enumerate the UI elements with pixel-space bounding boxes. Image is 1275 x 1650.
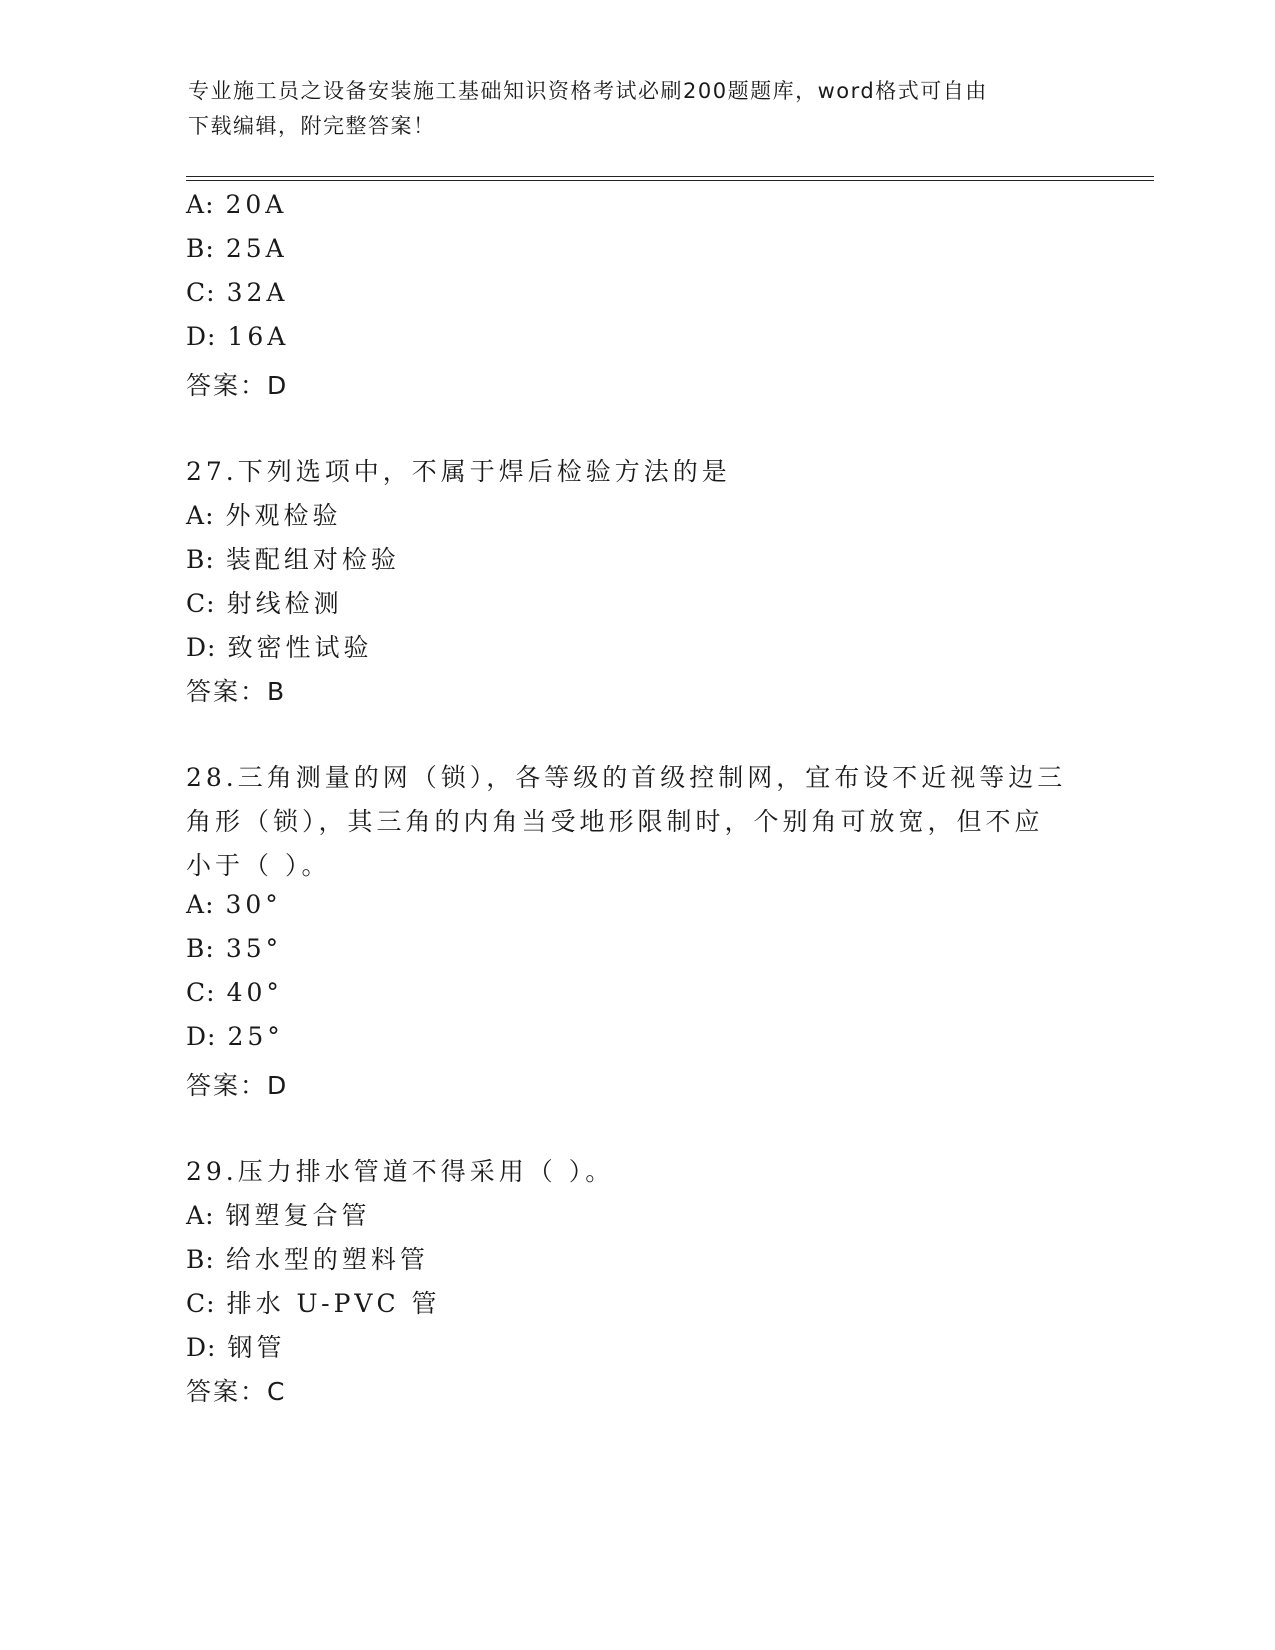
option-text: 钢塑复合管 [225,1201,371,1230]
q29-option-c [186,1284,441,1320]
q26-answer [186,366,288,402]
q28-question-line-2: 角形（锁），其三角的内角当受地形限制时，个别角可放宽，但不应 [186,807,1044,836]
option-separator: : [205,501,218,530]
q28-option-b [186,934,282,963]
answer-label: 答案： [186,371,268,400]
option-separator: : [205,934,218,963]
answer-value: C [267,1377,287,1406]
option-text: 20A [225,190,288,219]
q28-option-a [186,890,282,919]
option-separator: : [207,322,220,351]
answer-label: 答案： [186,1071,268,1100]
q29-answer [186,1372,286,1408]
q27-option-a [186,496,342,532]
q27-answer [186,672,286,708]
option-separator: : [206,978,219,1007]
answer-value: D [267,371,289,400]
header-line-2: 下载编辑，附完整答案！ [188,114,436,138]
option-text: 排水 U-PVC 管 [226,1289,441,1318]
option-letter: A [186,501,206,530]
option-text: 致密性试验 [227,633,373,662]
option-letter: B [186,234,206,263]
q27-option-b [186,540,400,576]
q28-question-line-1: 28.三角测量的网（锁），各等级的首级控制网，宜布设不近视等边三 [186,763,1067,792]
option-text: 给水型的塑料管 [225,1245,429,1274]
option-letter: A [186,190,206,219]
q28-question-line-3: 小于（ ）。 [186,851,331,880]
header-divider-bottom [186,180,1154,181]
option-letter: D [186,1333,208,1362]
option-separator: : [206,589,219,618]
q29-option-b [186,1240,429,1276]
q29-option-d [186,1328,286,1364]
option-letter: C [186,1289,207,1318]
option-separator: : [205,190,218,219]
option-text: 25A [225,234,288,263]
option-text: 30° [225,890,282,919]
option-separator: : [207,1022,220,1051]
header-line-1: 专业施工员之设备安装施工基础知识资格考试必刷200题题库，word格式可自由 [188,79,988,103]
option-letter: B [186,934,206,963]
option-letter: B [186,1245,206,1274]
option-letter: C [186,978,207,1007]
q26-option-b [186,234,288,263]
option-separator: : [205,1201,218,1230]
answer-label: 答案： [186,677,268,706]
q28-option-d [186,1022,284,1051]
option-letter: D [186,1022,208,1051]
q26-option-d [186,322,289,351]
option-text: 32A [226,278,289,307]
option-text: 钢管 [227,1333,286,1362]
option-separator: : [205,1245,218,1274]
q27-option-c [186,584,343,620]
option-separator: : [205,545,218,574]
q28-option-c [186,978,283,1007]
option-letter: A [186,890,206,919]
q26-option-c [186,278,288,307]
option-text: 外观检验 [225,501,342,530]
q27-option-d [186,628,373,664]
answer-value: B [267,677,287,706]
option-text: 装配组对检验 [225,545,400,574]
option-text: 40° [226,978,283,1007]
answer-label: 答案： [186,1377,268,1406]
document-header [188,74,1068,144]
option-separator: : [207,1333,220,1362]
option-separator: : [205,234,218,263]
option-text: 16A [227,322,290,351]
option-letter: C [186,278,207,307]
option-letter: B [186,545,206,574]
option-letter: C [186,589,207,618]
q26-option-a [186,190,287,219]
header-divider-top [186,176,1154,177]
option-text: 25° [227,1022,284,1051]
option-separator: : [206,278,219,307]
answer-value: D [267,1071,289,1100]
option-letter: D [186,633,208,662]
q29-option-a [186,1196,371,1232]
option-separator: : [206,1289,219,1318]
q27-question: 27.下列选项中，不属于焊后检验方法的是 [186,457,731,486]
option-text: 35° [225,934,283,963]
option-text: 射线检测 [226,589,343,618]
option-separator: : [207,633,220,662]
option-letter: A [186,1201,206,1230]
option-letter: D [186,322,208,351]
q29-question: 29.压力排水管道不得采用（ ）。 [186,1157,615,1186]
q28-answer [186,1066,288,1102]
option-separator: : [205,890,218,919]
